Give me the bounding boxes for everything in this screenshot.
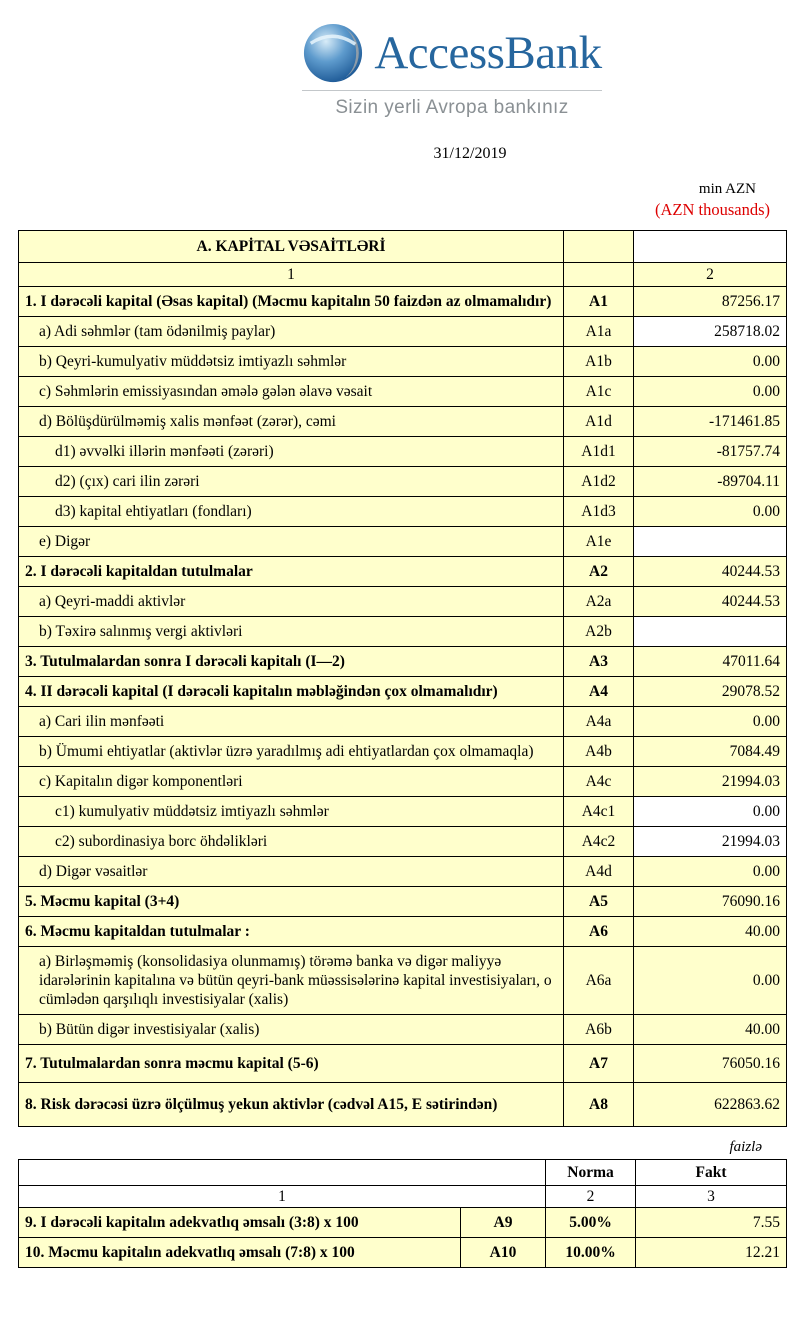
- row-value: [634, 617, 787, 647]
- row-value: 21994.03: [634, 767, 787, 797]
- row-label: 8. Risk dərəcəsi üzrə ölçülmuş yekun aktivlər (cədvəl A15, E sətirindən): [19, 1083, 564, 1127]
- row-code: A1c: [564, 377, 634, 407]
- row-label: 9. I dərəcəli kapitalın adekvatlıq əmsalı (3:8) x 100: [19, 1208, 461, 1238]
- col-number-3: 3: [636, 1186, 787, 1208]
- row-label: a) Qeyri-maddi aktivlər: [19, 587, 564, 617]
- row-label: a) Adi səhmlər (tam ödənilmiş paylar): [19, 317, 564, 347]
- row-label: 4. II dərəcəli kapital (I dərəcəli kapitalın məbləğindən çox olmamalıdır): [19, 677, 564, 707]
- row-code: A2a: [564, 587, 634, 617]
- unit-label-en: (AZN thousands): [654, 200, 770, 219]
- row-code: A4a: [564, 707, 634, 737]
- capital-row: [19, 737, 787, 767]
- col-number-1: 1: [19, 263, 564, 287]
- column-number-row: [19, 1186, 787, 1208]
- row-label: b) Qeyri-kumulyativ müddətsiz imtiyazlı səhmlər: [19, 347, 564, 377]
- row-value: 40.00: [634, 1015, 787, 1045]
- row-label: a) Cari ilin mənfəəti: [19, 707, 564, 737]
- capital-row: [19, 557, 787, 587]
- row-code: A1e: [564, 527, 634, 557]
- row-value: 76090.16: [634, 887, 787, 917]
- adequacy-table-header: [19, 1160, 787, 1208]
- fakt-header: Fakt: [636, 1160, 787, 1186]
- empty-cell: [19, 1160, 546, 1186]
- row-value: 0.00: [634, 707, 787, 737]
- adequacy-table-body: [19, 1208, 787, 1268]
- row-value: 0.00: [634, 497, 787, 527]
- row-label: 1. I dərəcəli kapital (Əsas kapital) (Məcmu kapitalın 50 faizdən az olmamalıdır): [19, 287, 564, 317]
- row-code: A5: [564, 887, 634, 917]
- col-number-2: 2: [546, 1186, 636, 1208]
- capital-row: [19, 887, 787, 917]
- row-value: 47011.64: [634, 647, 787, 677]
- row-label: d) Bölüşdürülməmiş xalis mənfəət (zərər), cəmi: [19, 407, 564, 437]
- capital-row: [19, 497, 787, 527]
- ratio-row: [19, 1238, 787, 1268]
- row-value: 258718.02: [634, 317, 787, 347]
- row-label: d3) kapital ehtiyatları (fondları): [19, 497, 564, 527]
- capital-row: [19, 707, 787, 737]
- row-value: 7084.49: [634, 737, 787, 767]
- capital-row: [19, 437, 787, 467]
- row-value: -81757.74: [634, 437, 787, 467]
- report-date: 31/12/2019: [433, 145, 507, 162]
- capital-table-header: [19, 231, 787, 287]
- row-value: 0.00: [634, 797, 787, 827]
- row-value: 87256.17: [634, 287, 787, 317]
- capital-row: [19, 467, 787, 497]
- capital-row: [19, 377, 787, 407]
- row-label: c1) kumulyativ müddətsiz imtiyazlı səhmlər: [19, 797, 564, 827]
- row-label: 7. Tutulmalardan sonra məcmu kapital (5-6): [19, 1045, 564, 1083]
- capital-row: [19, 677, 787, 707]
- unit-labels: [0, 181, 800, 220]
- row-label: c2) subordinasiya borc öhdəlikləri: [19, 827, 564, 857]
- row-label: 10. Məcmu kapitalın adekvatlıq əmsalı (7:8) x 100: [19, 1238, 461, 1268]
- capital-row: [19, 1083, 787, 1127]
- row-norma: 10.00%: [546, 1238, 636, 1268]
- row-value: 0.00: [634, 947, 787, 1015]
- col-number-2: 2: [634, 263, 787, 287]
- row-code: A6a: [564, 947, 634, 1015]
- row-code: A1: [564, 287, 634, 317]
- row-code: A6b: [564, 1015, 634, 1045]
- row-value: -171461.85: [634, 407, 787, 437]
- row-code: A1a: [564, 317, 634, 347]
- capital-row: [19, 947, 787, 1015]
- row-code: A4d: [564, 857, 634, 887]
- unit-label-azn: min AZN: [698, 181, 756, 197]
- capital-row: [19, 1015, 787, 1045]
- row-label: a) Birləşməmiş (konsolidasiya olunmamış) törəmə banka və digər maliyyə idarələrinin kapitalına və bütün qeyri-bank müəssisələrinə kapital investisiyaları, o cümlədən qarşılıqlı investisiyalar (xalis): [19, 947, 564, 1015]
- row-label: 5. Məcmu kapital (3+4): [19, 887, 564, 917]
- row-value: 21994.03: [634, 827, 787, 857]
- row-value: 0.00: [634, 377, 787, 407]
- capital-row: [19, 407, 787, 437]
- row-code: A9: [461, 1208, 546, 1238]
- row-label: 3. Tutulmalardan sonra I dərəcəli kapitalı (I—2): [19, 647, 564, 677]
- capital-row: [19, 587, 787, 617]
- row-code: A1d2: [564, 467, 634, 497]
- capital-row: [19, 1045, 787, 1083]
- row-label: c) Kapitalın digər komponentləri: [19, 767, 564, 797]
- document-header: [0, 0, 800, 220]
- table-title: A. KAPİTAL VƏSAİTLƏRİ: [19, 231, 564, 263]
- row-value: 40.00: [634, 917, 787, 947]
- capital-row: [19, 917, 787, 947]
- empty-cell: [564, 263, 634, 287]
- row-code: A2: [564, 557, 634, 587]
- row-code: A4c1: [564, 797, 634, 827]
- row-label: d1) əvvəlki illərin mənfəəti (zərəri): [19, 437, 564, 467]
- brand-text: AccessBank: [374, 26, 602, 79]
- percent-note: faizlə: [729, 1139, 762, 1155]
- row-fakt: 7.55: [636, 1208, 787, 1238]
- row-code: A8: [564, 1083, 634, 1127]
- row-value: 76050.16: [634, 1045, 787, 1083]
- empty-cell: [634, 231, 787, 263]
- row-norma: 5.00%: [546, 1208, 636, 1238]
- row-label: 6. Məcmu kapitaldan tutulmalar :: [19, 917, 564, 947]
- column-number-row: [19, 263, 787, 287]
- row-code: A4c2: [564, 827, 634, 857]
- row-code: A7: [564, 1045, 634, 1083]
- capital-table-body: [19, 287, 787, 1127]
- capital-row: [19, 527, 787, 557]
- row-code: A10: [461, 1238, 546, 1268]
- table2-header-row: [19, 1160, 787, 1186]
- capital-table: [18, 230, 787, 1127]
- adequacy-table: [18, 1159, 787, 1268]
- row-label: d2) (çıx) cari ilin zərəri: [19, 467, 564, 497]
- tagline: Sizin yerli Avropa bankınız: [335, 97, 569, 118]
- row-label: b) Bütün digər investisiyalar (xalis): [19, 1015, 564, 1045]
- row-value: 40244.53: [634, 557, 787, 587]
- row-code: A6: [564, 917, 634, 947]
- capital-row: [19, 347, 787, 377]
- row-value: [634, 527, 787, 557]
- globe-icon: [302, 22, 364, 84]
- row-code: A4b: [564, 737, 634, 767]
- capital-row: [19, 857, 787, 887]
- norma-header: Norma: [546, 1160, 636, 1186]
- ratio-row: [19, 1208, 787, 1238]
- table-title-row: [19, 231, 787, 263]
- capital-row: [19, 317, 787, 347]
- row-code: A2b: [564, 617, 634, 647]
- col-number-1: 1: [19, 1186, 546, 1208]
- row-value: 0.00: [634, 347, 787, 377]
- row-label: b) Təxirə salınmış vergi aktivləri: [19, 617, 564, 647]
- logo-divider: [302, 90, 601, 119]
- row-code: A1b: [564, 347, 634, 377]
- empty-cell: [564, 231, 634, 263]
- row-value: 0.00: [634, 857, 787, 887]
- row-code: A1d1: [564, 437, 634, 467]
- row-code: A3: [564, 647, 634, 677]
- row-code: A4: [564, 677, 634, 707]
- capital-row: [19, 287, 787, 317]
- row-value: 40244.53: [634, 587, 787, 617]
- row-label: c) Səhmlərin emissiyasından əmələ gələn əlavə vəsait: [19, 377, 564, 407]
- row-code: A1d3: [564, 497, 634, 527]
- capital-row: [19, 797, 787, 827]
- row-code: A4c: [564, 767, 634, 797]
- row-value: 29078.52: [634, 677, 787, 707]
- row-label: 2. I dərəcəli kapitaldan tutulmalar: [19, 557, 564, 587]
- row-value: 622863.62: [634, 1083, 787, 1127]
- capital-row: [19, 827, 787, 857]
- row-label: d) Digər vəsaitlər: [19, 857, 564, 887]
- capital-row: [19, 617, 787, 647]
- row-fakt: 12.21: [636, 1238, 787, 1268]
- accessbank-logo: [302, 22, 601, 119]
- capital-row: [19, 647, 787, 677]
- row-code: A1d: [564, 407, 634, 437]
- row-label: b) Ümumi ehtiyatlar (aktivlər üzrə yaradılmış adi ehtiyatlardan çox olmamaqla): [19, 737, 564, 767]
- row-label: e) Digər: [19, 527, 564, 557]
- row-value: -89704.11: [634, 467, 787, 497]
- capital-row: [19, 767, 787, 797]
